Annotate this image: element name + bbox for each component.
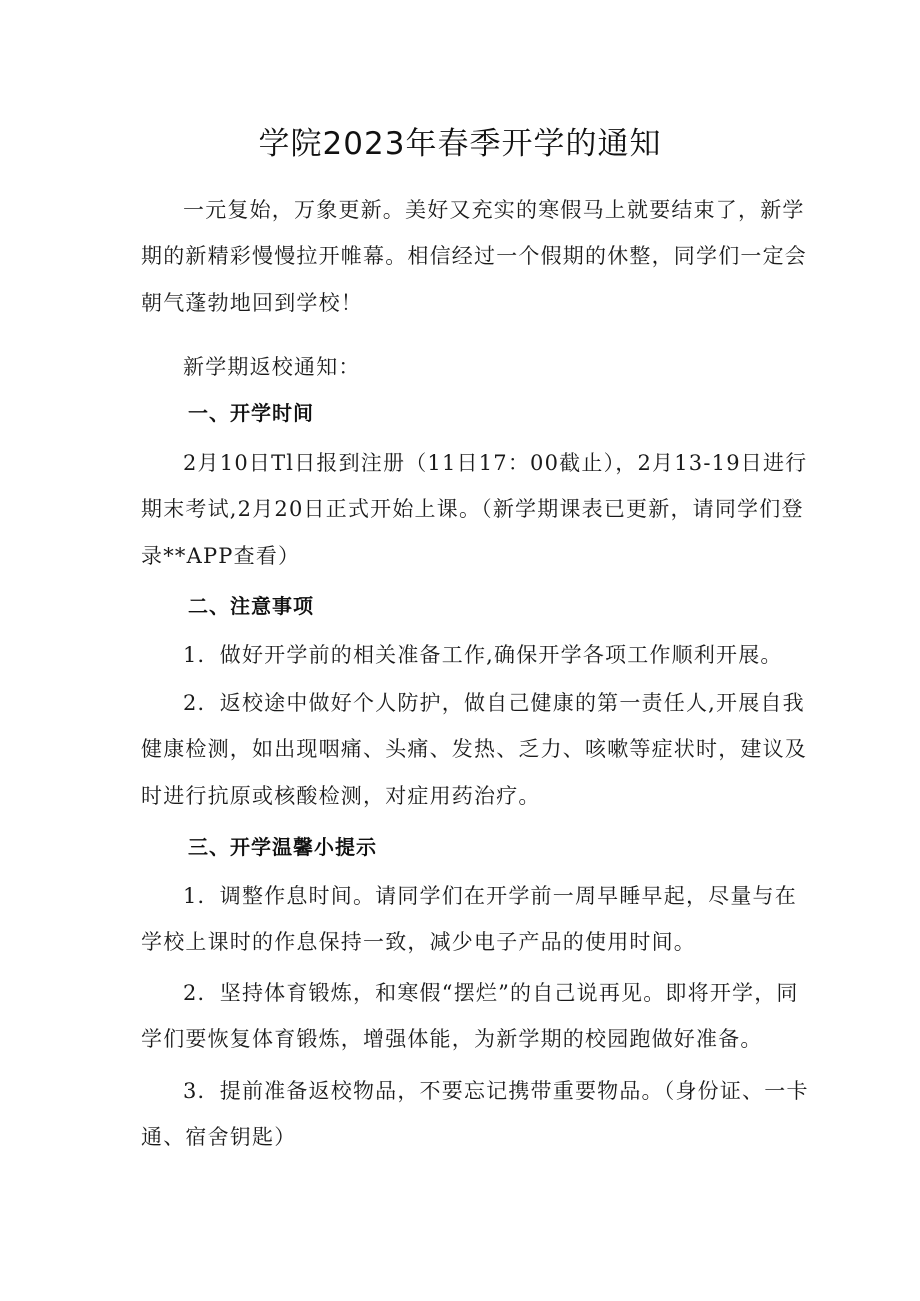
notice-label: 新学期返校通知： <box>183 355 361 379</box>
page-title: 学院2023年春季开学的通知 <box>258 126 662 162</box>
tip-item-3: 3．提前准备返校物品，不要忘记携带重要物品。（身份证、一卡通、宿舍钥匙） <box>141 1079 809 1150</box>
precaution-item-1: 1．做好开学前的相关准备工作,确保开学各项工作顺利开展。 <box>183 643 783 667</box>
section-heading-tips: 三、开学温馨小提示 <box>188 835 377 859</box>
section-heading-precautions: 二、注意事项 <box>188 594 314 618</box>
tip-item-2: 2．坚持体育锻炼，和寒假“摆烂”的自己说再见。即将开学，同学们要恢复体育锻炼，增强体能，为新学期的校园跑做好准备。 <box>141 981 799 1052</box>
intro-paragraph: 一元复始，万象更新。美好又充实的寒假马上就要结束了，新学期的新精彩慢慢拉开帷幕。相信经过一个假期的休整，同学们一定会朝气蓬勃地回到学校！ <box>141 198 807 315</box>
section-heading-start-time: 一、开学时间 <box>188 401 314 425</box>
start-time-paragraph: 2月10日Tl日报到注册（11日17：00截止），2月13-19日进行期末考试,2月20日正式开始上课。（新学期课表已更新，请同学们登录**APP查看） <box>141 451 808 568</box>
tip-item-1: 1．调整作息时间。请同学们在开学前一周早睡早起，尽量与在学校上课时的作息保持一致，减少电子产品的使用时间。 <box>141 884 797 955</box>
precaution-item-2: 2．返校途中做好个人防护，做自己健康的第一责任人,开展自我健康检测，如出现咽痛、头痛、发热、乏力、咳嗽等症状时，建议及时进行抗原或核酸检测，对症用药治疗。 <box>141 691 807 808</box>
